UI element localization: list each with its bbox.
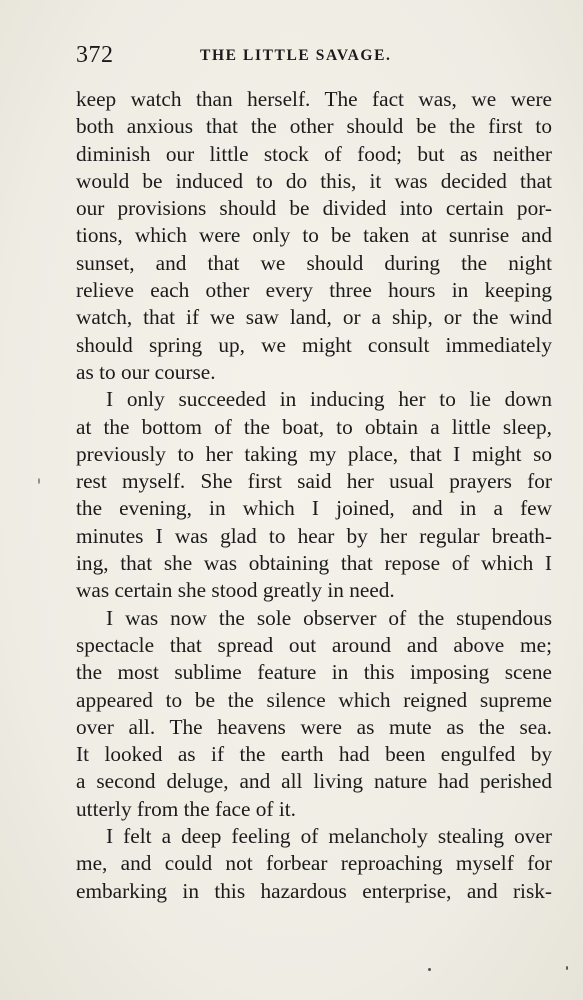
text-line: a second deluge, and all living nature had perished [76,769,552,794]
text-line: previously to her taking my place, that I might so [76,441,552,466]
text-line: I only succeeded in inducing her to lie down [106,387,552,412]
text-line: watch, that if we saw land, or a ship, or the wind [76,305,552,330]
text-line: both anxious that the other should be the first to [76,114,552,139]
body-text [76,86,552,905]
text-line: utterly from the face of it. [76,796,296,821]
text-line: keep watch than herself. The fact was, we were [76,87,552,111]
scan-speck [428,968,431,971]
text-line: would be induced to do this, it was decided that [76,168,552,193]
running-head: THE LITTLE SAVAGE. [200,47,392,64]
text-line: I was now the sole observer of the stupendous [106,605,552,630]
text-line: appeared to be the silence which reigned supreme [76,687,552,712]
text-line: me, and could not forbear reproaching myself for [76,851,552,876]
text-line: as to our course. [76,359,216,384]
scan-speck [38,478,40,484]
text-line: the evening, in which I joined, and in a few [76,496,552,521]
page-number: 372 [76,42,114,68]
text-line: embarking in this hazardous enterprise, and risk- [76,878,552,903]
text-line: It looked as if the earth had been engulfed by [76,742,552,767]
page-header [76,40,552,70]
text-line: sunset, and that we should during the night [76,250,552,275]
text-line: the most sublime feature in this imposing scene [76,660,552,685]
scan-speck [566,966,568,970]
text-line: minutes I was glad to hear by her regular breath- [76,523,552,548]
text-line: relieve each other every three hours in keeping [76,278,552,303]
text-line: rest myself. She first said her usual prayers for [76,469,552,494]
text-line: ing, that she was obtaining that repose of which I [76,551,552,576]
text-line: our provisions should be divided into certain por- [76,196,552,221]
text-line: was certain she stood greatly in need. [76,578,395,603]
text-line: diminish our little stock of food; but as neither [76,141,552,166]
text-line: over all. The heavens were as mute as the sea. [76,714,552,739]
text-line: tions, which were only to be taken at sunrise and [76,223,552,248]
text-line: spectacle that spread out around and above me; [76,632,552,657]
text-line: I felt a deep feeling of melancholy stealing over [106,824,552,849]
text-line: should spring up, we might consult immediately [76,332,552,357]
text-line: at the bottom of the boat, to obtain a little sleep, [76,414,552,439]
